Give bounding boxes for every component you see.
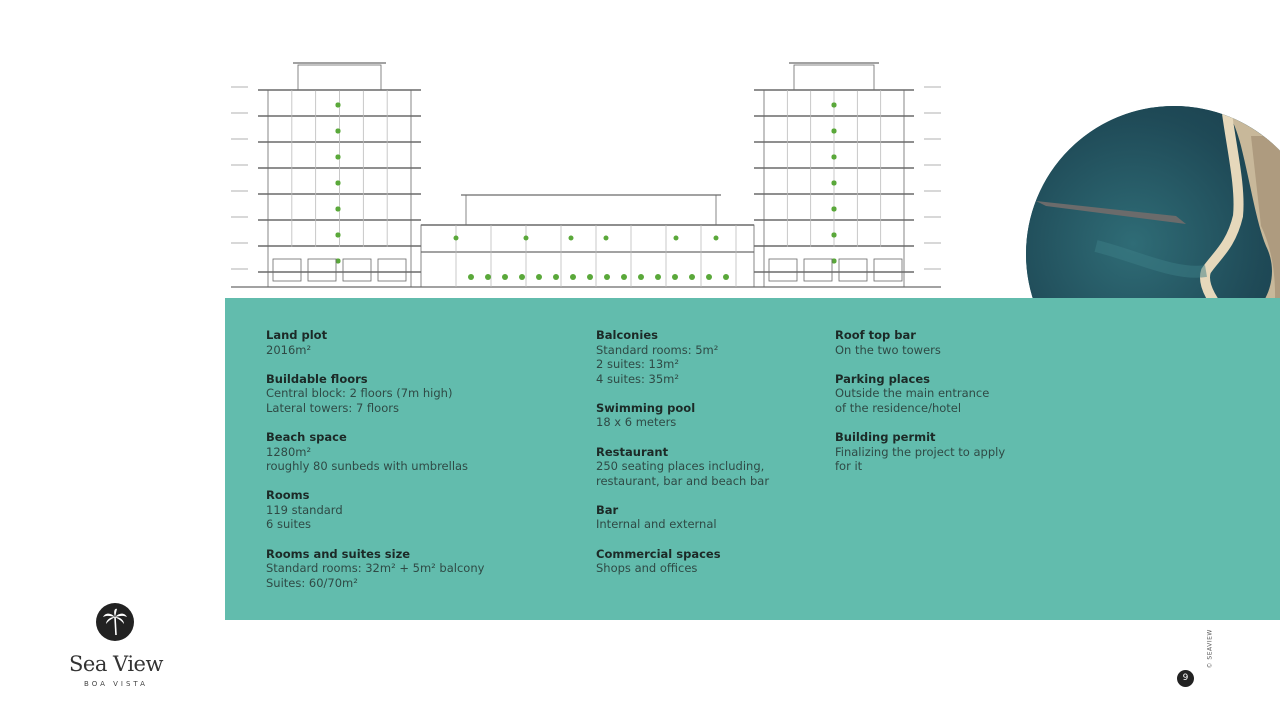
detail-title: Buildable floors <box>266 371 368 386</box>
detail-line: Outside the main entrance <box>835 386 990 401</box>
detail-item <box>596 401 806 430</box>
detail-item <box>266 547 566 591</box>
palm-tree-icon <box>96 603 134 641</box>
detail-line: restaurant, bar and beach bar <box>596 473 770 488</box>
detail-line: for it <box>835 459 863 474</box>
detail-line: Suites: 60/70m² <box>266 575 358 590</box>
detail-item <box>835 372 1045 416</box>
detail-line: Finalizing the project to apply <box>835 444 1006 459</box>
detail-title: Roof top bar <box>835 328 916 342</box>
detail-item <box>596 445 806 489</box>
detail-item <box>835 328 1045 357</box>
detail-line: of the residence/hotel <box>835 400 962 415</box>
detail-line: 18 x 6 meters <box>596 415 677 430</box>
building-elevation-drawing <box>226 55 946 295</box>
detail-item <box>835 430 1045 474</box>
brand-name: Sea View <box>69 652 163 676</box>
detail-line: Lateral towers: 7 floors <box>266 400 399 415</box>
detail-line: 4 suites: 35m² <box>596 371 679 386</box>
detail-line: 2016m² <box>266 342 312 357</box>
detail-title: Building permit <box>835 429 936 444</box>
detail-title: Rooms and suites size <box>266 546 411 561</box>
detail-line: 1280m² <box>266 444 312 459</box>
detail-title: Land plot <box>266 328 328 342</box>
detail-line: roughly 80 sunbeds with umbrellas <box>266 459 469 474</box>
copyright-text: © SEAVIEW <box>1206 629 1214 669</box>
detail-title: Bar <box>596 502 619 517</box>
details-column-2 <box>596 328 806 590</box>
detail-line: 6 suites <box>266 517 312 532</box>
detail-item <box>266 430 566 474</box>
sea-view-logo <box>62 603 172 693</box>
detail-line: 2 suites: 13m² <box>596 357 679 372</box>
detail-title: Beach space <box>266 429 347 444</box>
detail-line: Central block: 2 floors (7m high) <box>266 386 453 401</box>
detail-title: Balconies <box>596 328 658 342</box>
detail-line: On the two towers <box>835 342 941 357</box>
detail-item <box>596 547 806 576</box>
detail-line: 119 standard <box>266 502 343 517</box>
detail-item <box>266 372 566 416</box>
detail-title: Restaurant <box>596 444 669 459</box>
detail-item <box>266 328 566 357</box>
detail-item <box>266 488 566 532</box>
detail-line: Shops and offices <box>596 561 698 576</box>
detail-line: Standard rooms: 5m² <box>596 342 719 357</box>
details-column-3 <box>835 328 1045 488</box>
detail-title: Parking places <box>835 371 930 386</box>
detail-title: Swimming pool <box>596 400 696 415</box>
page-number: 9 <box>1177 670 1194 687</box>
detail-line: Internal and external <box>596 517 717 532</box>
detail-line: Standard rooms: 32m² + 5m² balcony <box>266 561 485 576</box>
details-column-1 <box>266 328 566 605</box>
project-details-panel <box>225 298 1280 620</box>
detail-item <box>596 503 806 532</box>
detail-title: Rooms <box>266 488 310 503</box>
detail-item <box>596 328 806 386</box>
detail-line: 250 seating places including, <box>596 459 765 474</box>
detail-title: Commercial spaces <box>596 546 721 561</box>
brand-subtitle: BOA VISTA <box>84 680 148 688</box>
